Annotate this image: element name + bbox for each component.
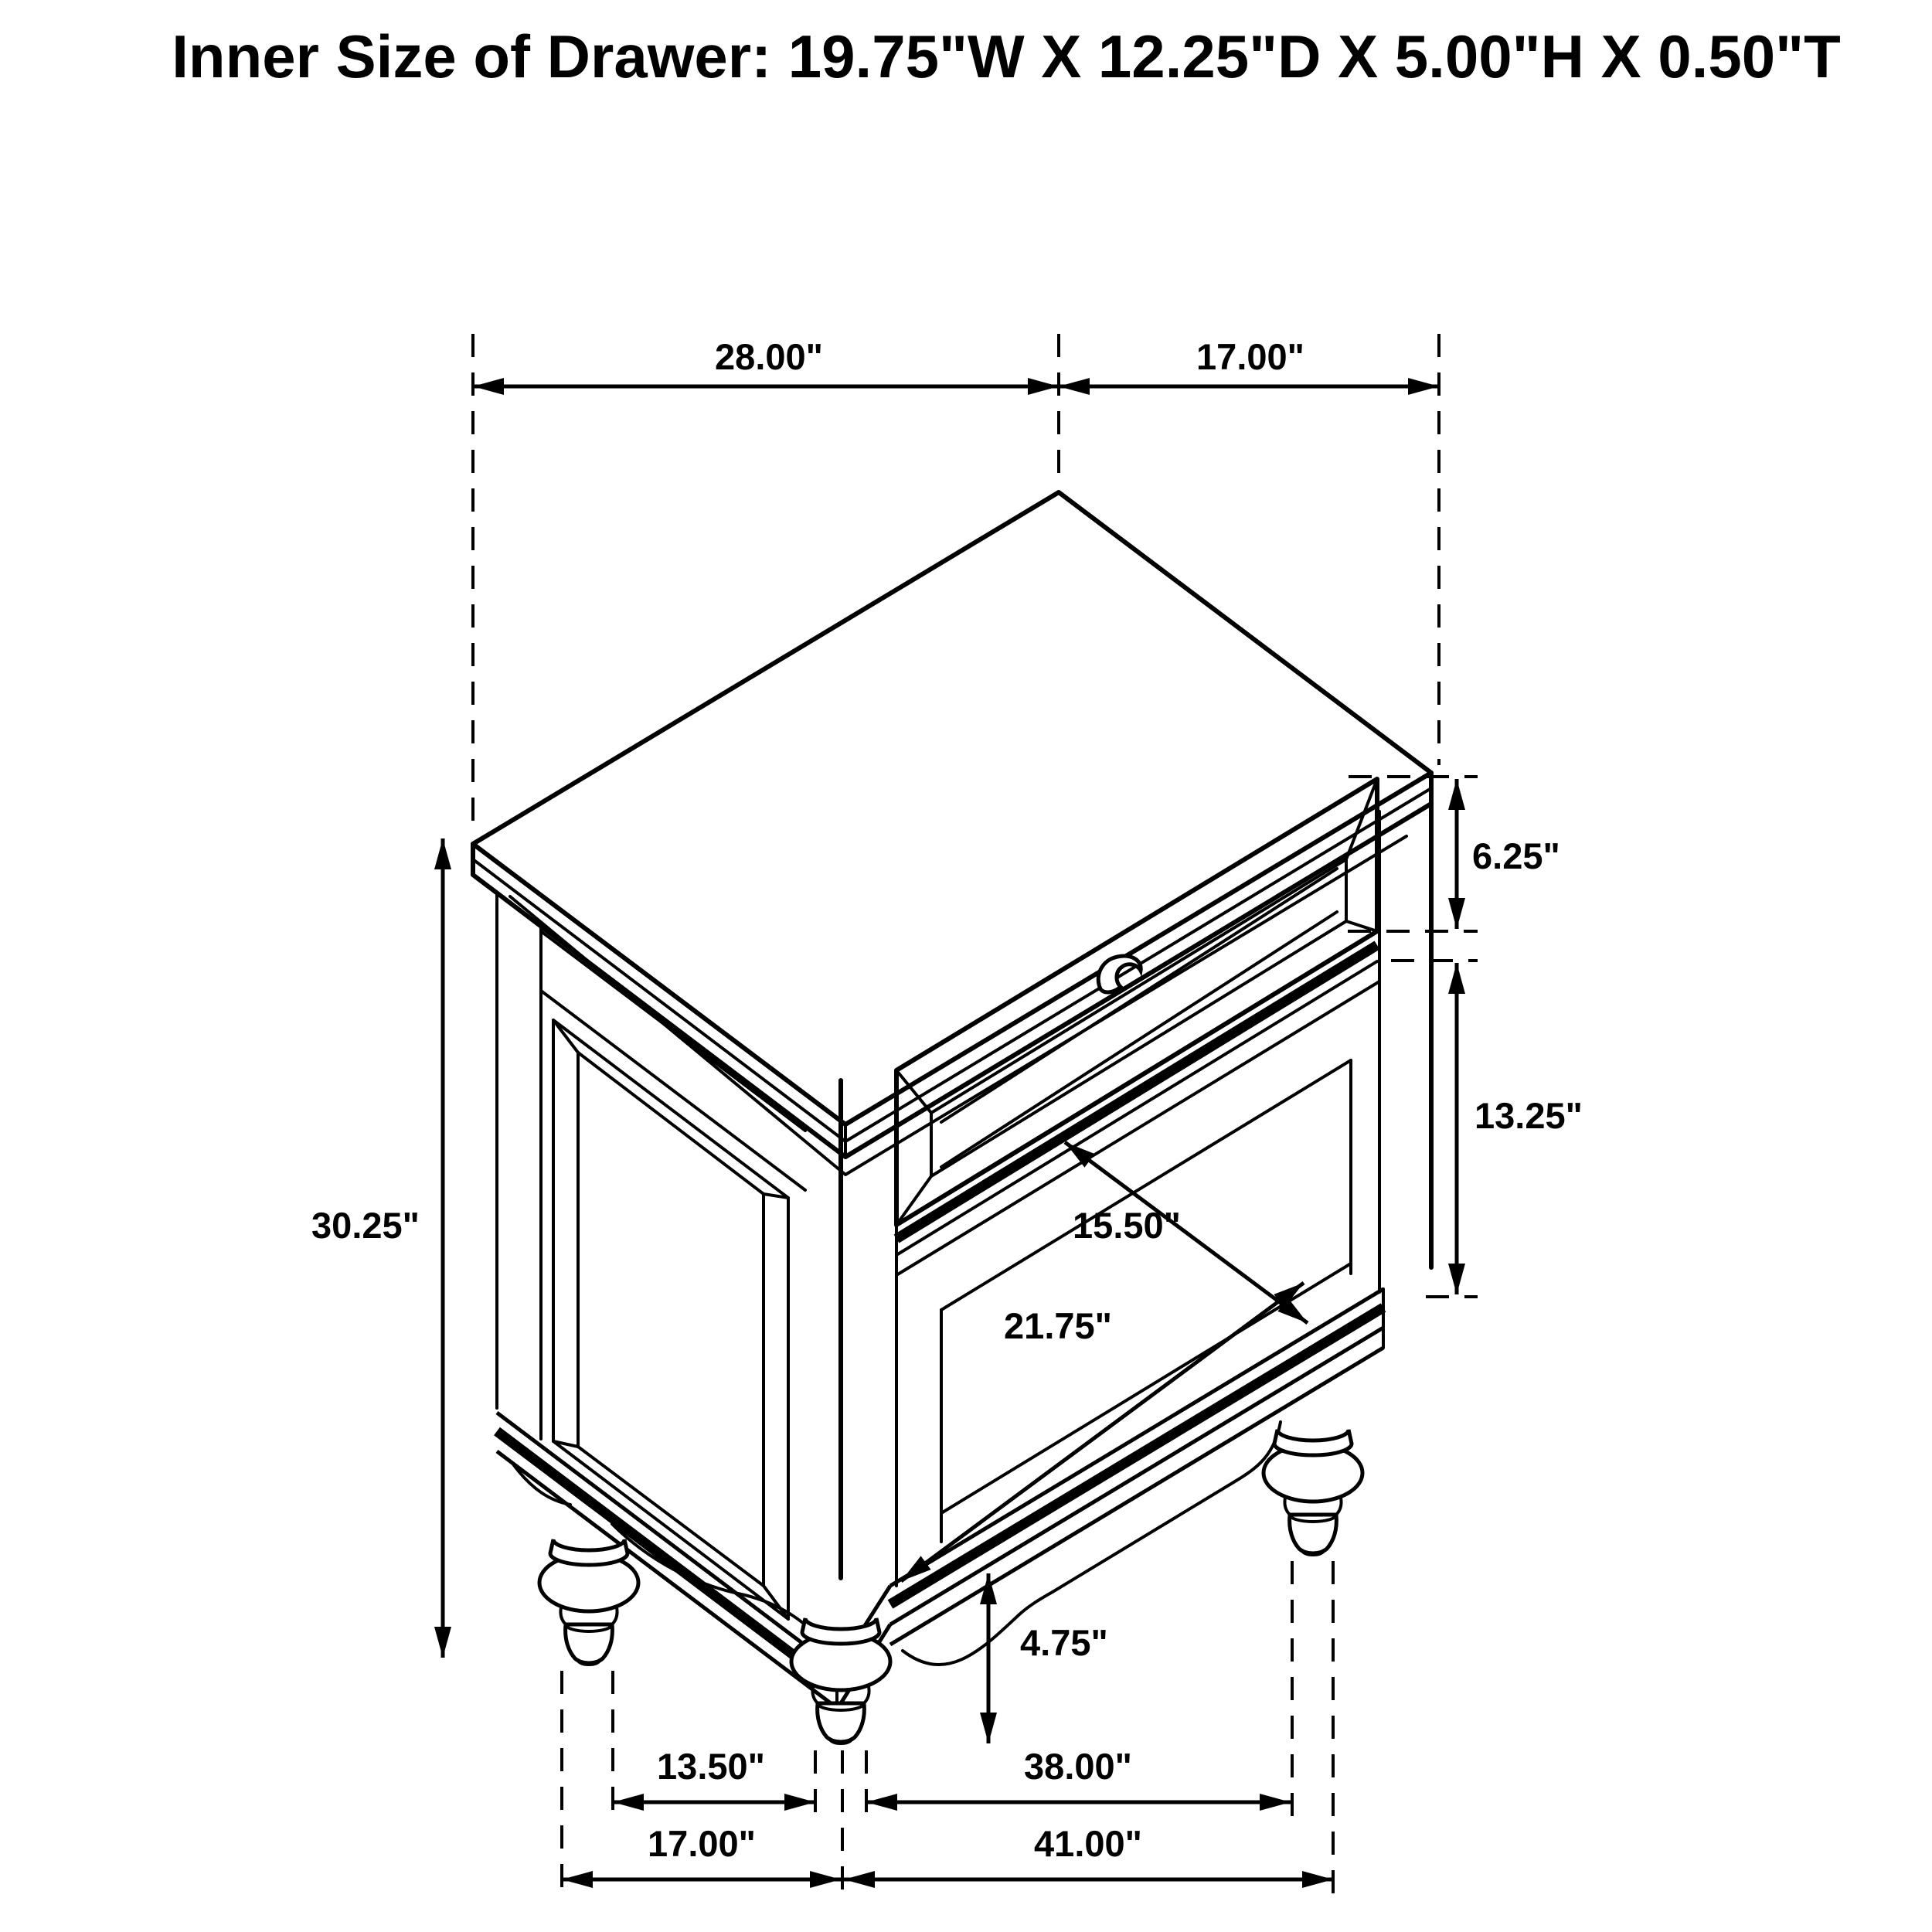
front-center-leg [791, 1618, 890, 1743]
dim-base-width [844, 1823, 1333, 1879]
right-corner-post [1379, 804, 1431, 1292]
dim-label-front-leg-spacing: 13.50" [657, 1746, 765, 1787]
dim-label-side-leg-spacing: 38.00" [1024, 1746, 1132, 1787]
dim-label-base-depth: 17.00" [648, 1823, 756, 1864]
dim-shelf-depth [1065, 1142, 1308, 1323]
dim-opening-height [1391, 961, 1583, 1297]
dim-label-opening-height: 13.25" [1475, 1095, 1583, 1136]
dim-label-top-depth: 17.00" [1196, 336, 1304, 377]
dim-overall-height [311, 838, 443, 1658]
left-corner-post [497, 893, 541, 1439]
dim-leg-clearance [988, 1573, 1108, 1743]
front-left-leg [539, 1539, 638, 1665]
dim-front-leg-spacing [613, 1746, 815, 1802]
dim-label-base-width: 41.00" [1034, 1823, 1142, 1864]
right-leg [1264, 1430, 1362, 1555]
drawer-handle [1098, 956, 1141, 992]
page-title: Inner Size of Drawer: 19.75"W X 12.25"D X 5.00"H X 0.50"T [172, 22, 1841, 90]
dim-top-depth [1059, 334, 1439, 765]
dim-top-width [473, 334, 1059, 831]
dim-label-drawer-height: 6.25" [1472, 835, 1560, 876]
dim-side-leg-spacing [866, 1746, 1291, 1802]
dim-label-leg-clearance: 4.75" [1020, 1622, 1108, 1663]
dim-label-overall-height: 30.25" [311, 1205, 420, 1246]
dim-label-shelf-width: 21.75" [1004, 1305, 1112, 1346]
dim-label-shelf-depth: 15.50" [1073, 1205, 1181, 1246]
dim-label-top-width: 28.00" [715, 336, 823, 377]
dim-base-depth [562, 1823, 841, 1879]
nightstand-drawing [473, 492, 1431, 1743]
